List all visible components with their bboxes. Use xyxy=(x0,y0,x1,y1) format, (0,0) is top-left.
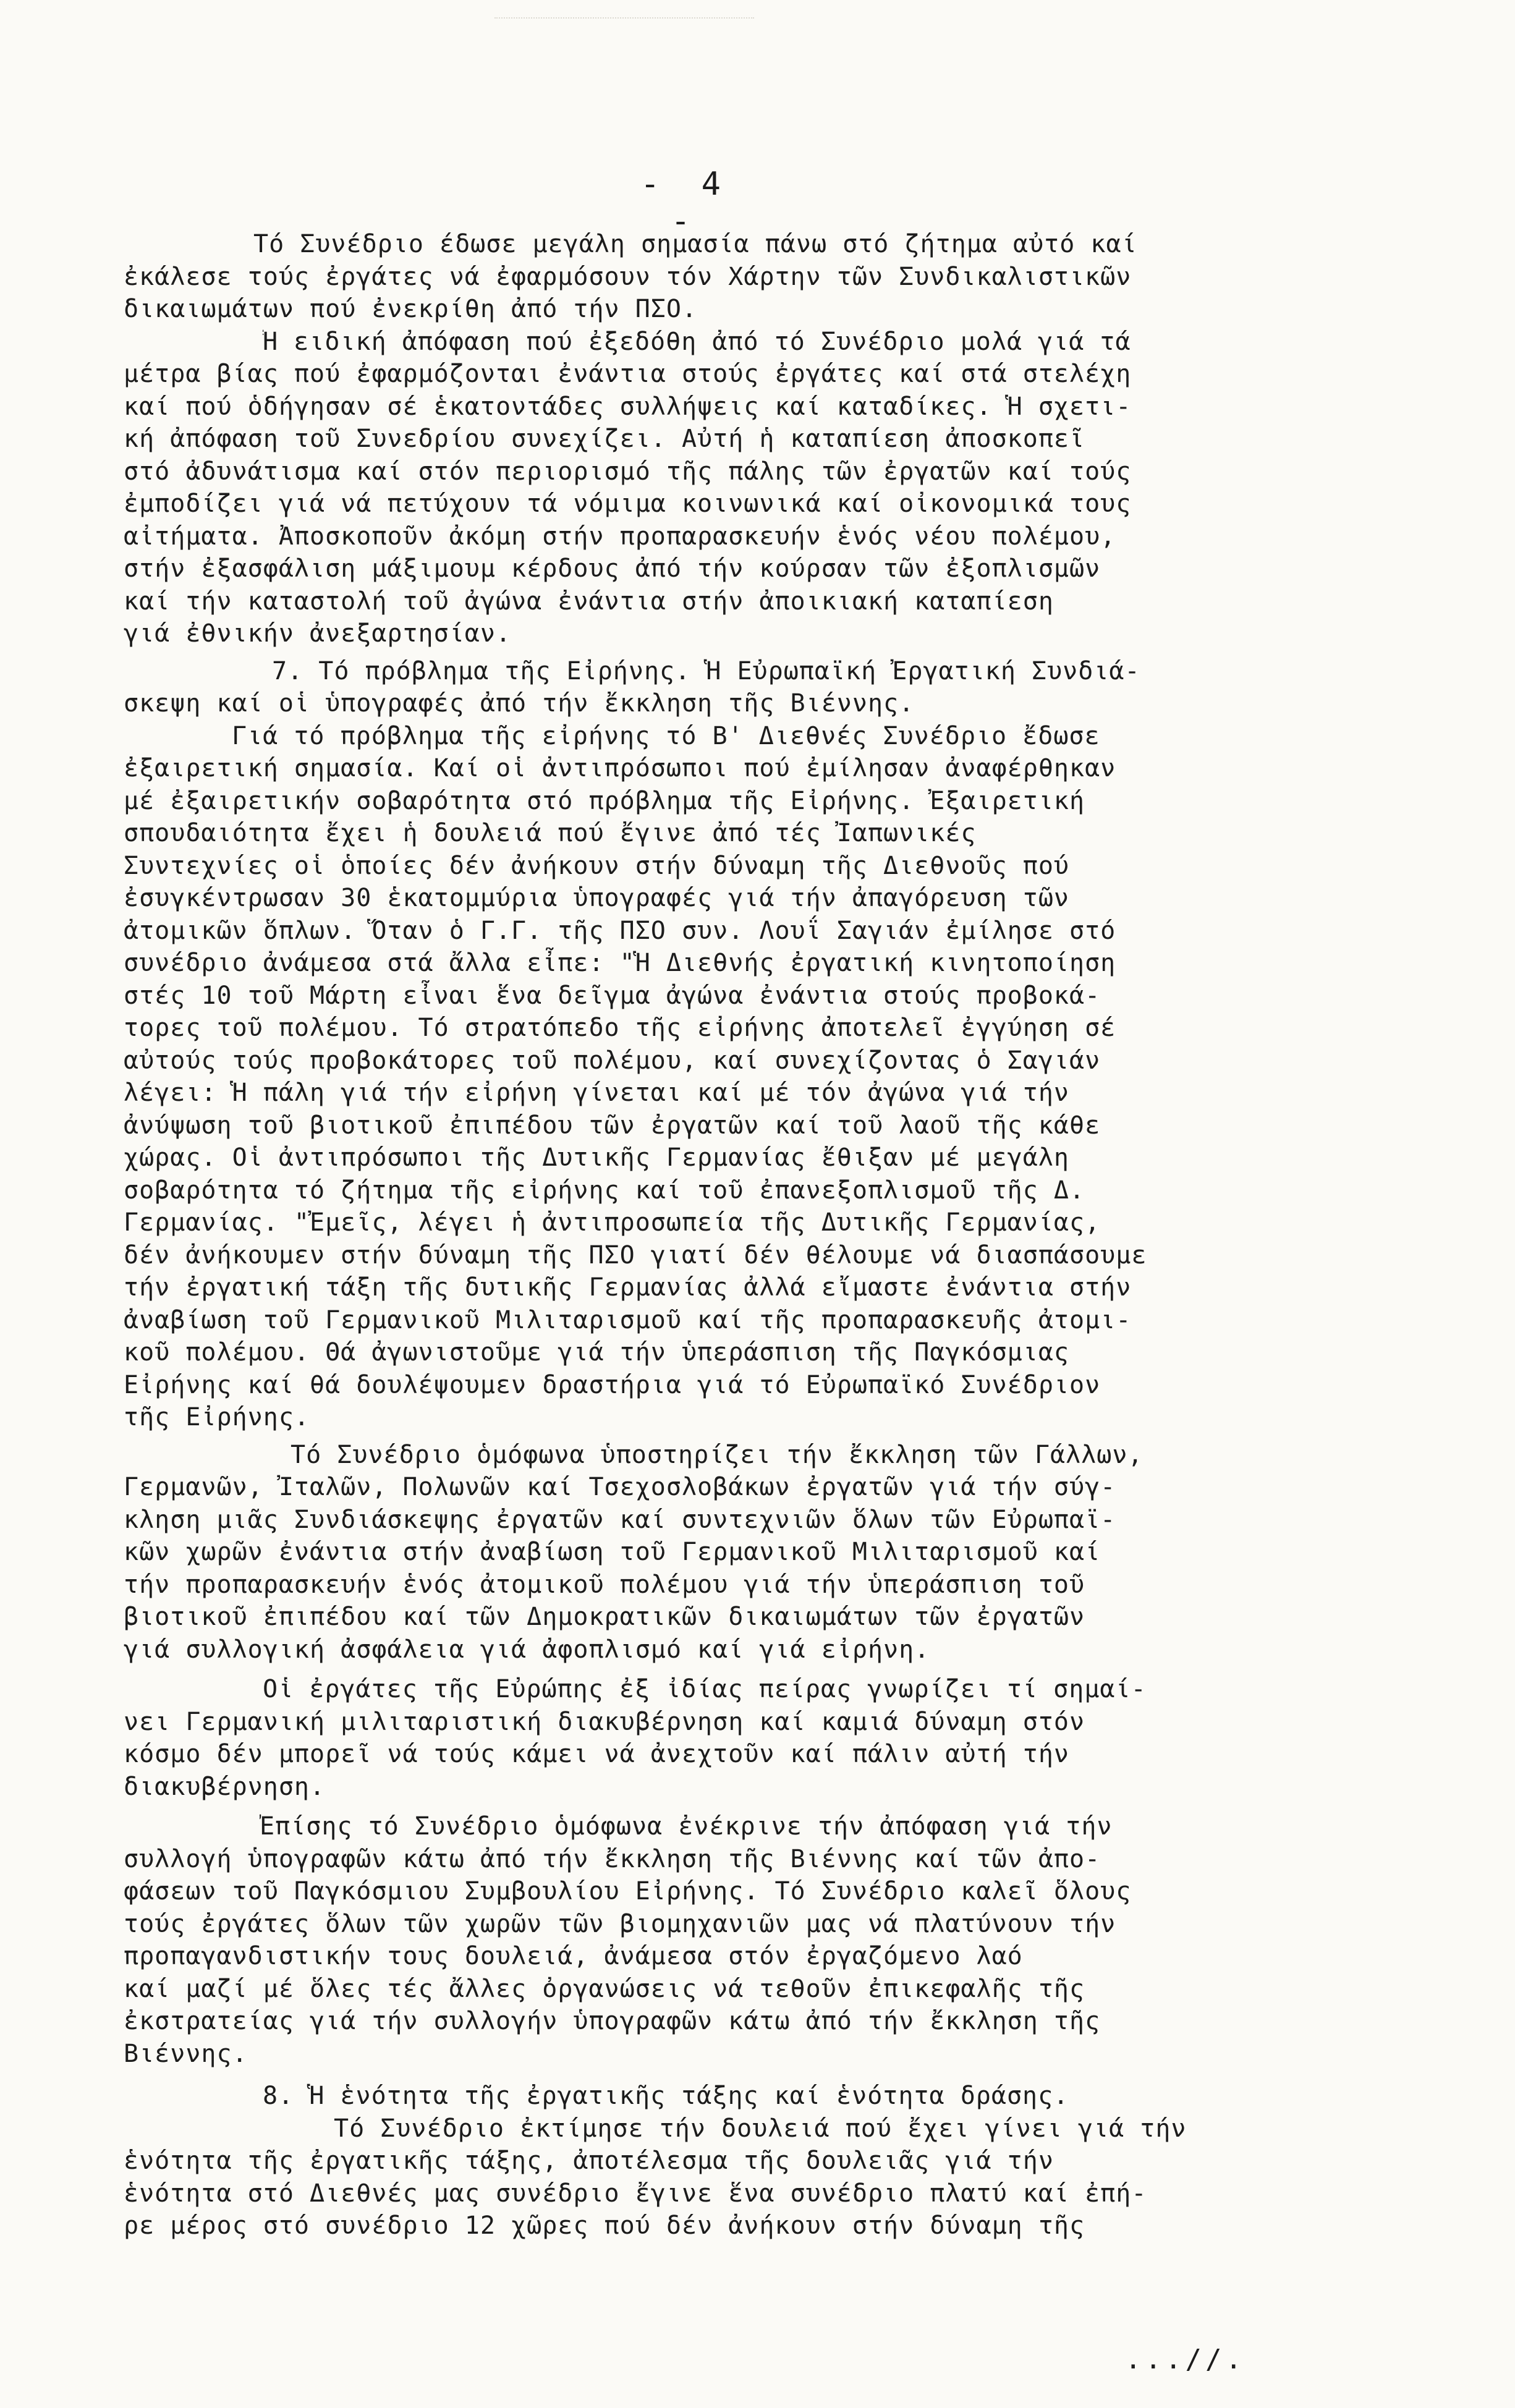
text-line: κληση μιᾶς Συνδιάσκεψης ἐργατῶν καί συντεχνιῶν ὅλων τῶν Εὐρωπαϊ- xyxy=(124,1505,1116,1534)
text-line: τῆς Εἰρήνης. xyxy=(124,1403,310,1431)
text-line: ἐμποδίζει γιά νά πετύχουν τά νόμιμα κοινωνικά καί οἰκονομικά τους xyxy=(124,490,1132,518)
text-line: καί τήν καταστολή τοῦ ἀγώνα ἐνάντια στήν ἀποικιακή καταπίεση xyxy=(124,587,1054,616)
text-line: νει Γερμανική μιλιταριστική διακυβέρνηση καί καμιά δύναμη στόν xyxy=(124,1707,1085,1736)
text-line: στές 10 τοῦ Μάρτη εἶναι ἕνα δεῖγμα ἀγώνα ἐνάντια στούς προβοκά- xyxy=(124,981,1101,1010)
text-line: Συντεχνίες οἱ ὁποίες δέν ἀνήκουν στήν δύναμη τῆς Διεθνοῦς πού xyxy=(124,851,1070,880)
text-line: καί μαζί μέ ὅλες τές ἄλλες ὀργανώσεις νά τεθοῦν ἐπικεφαλῆς τῆς xyxy=(124,1974,1085,2003)
text-line: φάσεων τοῦ Παγκόσμιου Συμβουλίου Εἰρήνης. Τό Συνέδριο καλεῖ ὅλους xyxy=(124,1877,1132,1906)
text-line: χώρας. Οἱ ἀντιπρόσωποι τῆς Δυτικῆς Γερμανίας ἔθιξαν μέ μεγάλη xyxy=(124,1143,1070,1172)
text-line: συλλογή ὑπογραφῶν κάτω ἀπό τήν ἔκκληση τῆς Βιέννης καί τῶν ἀπο- xyxy=(124,1844,1101,1873)
text-line: Γιά τό πρόβλημα τῆς εἰρήνης τό Β' Διεθνές Συνέδριο ἔδωσε xyxy=(232,721,1100,750)
text-line: Οἱ ἐργάτες τῆς Εὐρώπης ἐξ ἰδίας πείρας γνωρίζει τί σημαί- xyxy=(263,1675,1147,1703)
text-line: αὐτούς τούς προβοκάτορες τοῦ πολέμου, καί συνεχίζοντας ὁ Σαγιάν xyxy=(124,1046,1101,1075)
text-line: Βιέννης. xyxy=(124,2039,248,2068)
text-line: δέν ἀνήκουμεν στήν δύναμη τῆς ΠΣΟ γιατί δέν θέλουμε νά διασπάσουμε xyxy=(124,1240,1147,1270)
text-line: λέγει: Ἡ πάλη γιά τήν εἰρήνη γίνεται καί μέ τόν ἀγώνα γιά τήν xyxy=(124,1079,1070,1107)
text-line: κόσμο δέν μπορεῖ νά τούς κάμει νά ἀνεχτοῦν καί πάλιν αὐτή τήν xyxy=(124,1740,1070,1768)
page-number: - 4 - xyxy=(640,166,732,240)
text-line: στό ἀδυνάτισμα καί στόν περιορισμό τῆς πάλης τῶν ἐργατῶν καί τούς xyxy=(124,457,1132,486)
text-line: διακυβέρνηση. xyxy=(124,1772,326,1801)
text-line: σοβαρότητα τό ζήτημα τῆς εἰρήνης καί τοῦ ἐπανεξοπλισμοῦ τῆς Δ. xyxy=(124,1176,1085,1205)
text-line: ἑνότητα τῆς ἐργατικῆς τάξης, ἀποτέλεσμα τῆς δουλειᾶς γιά τήν xyxy=(124,2147,1054,2175)
text-line: τήν προπαρασκευήν ἑνός ἀτομικοῦ πολέμου γιά τήν ὑπεράσπιση τοῦ xyxy=(124,1570,1085,1599)
text-line: γιά συλλογική ἀσφάλεια γιά ἀφοπλισμό καί γιά εἰρήνη. xyxy=(124,1635,930,1664)
text-line: Τό Συνέδριο ἐκτίμησε τήν δουλειά πού ἔχει γίνει γιά τήν xyxy=(334,2114,1187,2143)
text-line: ἀναβίωση τοῦ Γερμανικοῦ Μιλιταρισμοῦ καί τῆς προπαρασκευῆς ἀτομι- xyxy=(124,1305,1132,1334)
text-line: κοῦ πολέμου. Θά ἀγωνιστοῦμε γιά τήν ὑπεράσπιση τῆς Παγκόσμιας xyxy=(124,1338,1070,1367)
text-line: στήν ἐξασφάλιση μάξιμουμ κέρδους ἀπό τήν κούρσαν τῶν ἐξοπλισμῶν xyxy=(124,554,1101,583)
text-line: Τό Συνέδριο έδωσε μεγάλη σημασία πάνω στό ζήτημα αὐτό καί xyxy=(253,230,1137,258)
text-line: ἀνύψωση τοῦ βιοτικοῦ ἐπιπέδου τῶν ἐργατῶν καί τοῦ λαοῦ τῆς κάθε xyxy=(124,1111,1101,1140)
text-line: τούς ἐργάτες ὅλων τῶν χωρῶν τῶν βιομηχανιῶν μας νά πλατύνουν τήν xyxy=(124,1909,1116,1938)
text-line: προπαγανδιστικήν τους δουλειά, ἀνάμεσα στόν ἐργαζόμενο λαό xyxy=(124,1942,1023,1970)
text-line: Τό Συνέδριο ὁμόφωνα ὑποστηρίζει τήν ἔκκληση τῶν Γάλλων, xyxy=(291,1440,1144,1469)
text-line: τορες τοῦ πολέμου. Τό στρατόπεδο τῆς εἰρήνης ἀποτελεῖ ἐγγύηση σέ xyxy=(124,1014,1116,1042)
continuation-mark: ...//. xyxy=(1125,2344,1246,2375)
text-line: γιά ἐθνικήν ἀνεξαρτησίαν. xyxy=(124,619,512,648)
text-line: συνέδριο ἀνάμεσα στά ἄλλα εἶπε: "Ἡ Διεθνής ἐργατική κινητοποίηση xyxy=(124,949,1116,977)
text-line: ἐκστρατείας γιά τήν συλλογήν ὑπογραφῶν κάτω ἀπό τήν ἔκκληση τῆς xyxy=(124,2007,1101,2035)
text-line: ἑνότητα στό Διεθνές μας συνέδριο ἔγινε ἕνα συνέδριο πλατύ καί ἐπή- xyxy=(124,2179,1147,2208)
text-line: Ἐπίσης τό Συνέδριο ὁμόφωνα ἐνέκρινε τήν ἀπόφαση γιά τήν xyxy=(260,1812,1113,1841)
text-line: τήν ἐργατική τάξη τῆς δυτικῆς Γερμανίας ἀλλά εἴμαστε ἐνάντια στήν xyxy=(124,1273,1132,1302)
text-line: αἰτήματα. Ἀποσκοποῦν ἀκόμη στήν προπαρασκευήν ἑνός νέου πολέμου, xyxy=(124,522,1116,551)
text-line: δικαιωμάτων πού ἐνεκρίθη ἀπό τήν ΠΣΟ. xyxy=(124,295,698,323)
text-line: κή ἀπόφαση τοῦ Συνεδρίου συνεχίζει. Αὐτή ἡ καταπίεση ἀποσκοπεῖ xyxy=(124,425,1085,453)
text-line: καί πού ὁδήγησαν σέ ἑκατοντάδες συλλήψεις καί καταδίκες. Ἡ σχετι- xyxy=(124,392,1132,421)
text-line: σκεψη καί οἱ ὑπογραφές ἀπό τήν ἔκκληση τῆς Βιέννης. xyxy=(124,689,915,718)
text-line: κῶν χωρῶν ἐνάντια στήν ἀναβίωση τοῦ Γερμανικοῦ Μιλιταρισμοῦ καί xyxy=(124,1538,1101,1566)
text-line: ἐκάλεσε τούς ἐργάτες νά ἐφαρμόσουν τόν Χάρτην τῶν Συνδικαλιστικῶν xyxy=(124,262,1132,291)
text-line: βιοτικοῦ ἐπιπέδου καί τῶν Δημοκρατικῶν δικαιωμάτων τῶν ἐργατῶν xyxy=(124,1603,1085,1631)
text-line: ἐξαιρετική σημασία. Καί οἱ ἀντιπρόσωποι πού ἐμίλησαν ἀναφέρθηκαν xyxy=(124,754,1116,782)
text-line: σπουδαιότητα ἔχει ἡ δουλειά πού ἔγινε ἀπό τές Ἰαπωνικές xyxy=(124,819,977,847)
text-line: Εἰρήνης καί θά δουλέψουμεν δραστήρια γιά τό Εὐρωπαϊκό Συνέδριον xyxy=(124,1370,1101,1399)
scan-artifact xyxy=(494,0,754,19)
text-line: Γερμανίας. "Ἐμεῖς, λέγει ἡ ἀντιπροσωπεία τῆς Δυτικῆς Γερμανίας, xyxy=(124,1208,1101,1237)
text-line: ἀτομικῶν ὅπλων. Ὅταν ὁ Γ.Γ. τῆς ΠΣΟ συν. Λουΐ Σαγιάν ἐμίλησε στό xyxy=(124,916,1116,945)
text-line: ἐσυγκέντρωσαν 30 ἑκατομμύρια ὑπογραφές γιά τήν ἀπαγόρευση τῶν xyxy=(124,884,1070,912)
text-line: Ἡ ειδική ἀπόφαση πού ἐξεδόθη ἀπό τό Συνέδριο μολά γιά τά xyxy=(263,327,1131,356)
text-line: 7. Τό πρόβλημα τῆς Εἰρήνης. Ἡ Εὐρωπαϊκή Ἐργατική Συνδιά- xyxy=(272,656,1140,685)
text-line: μέ ἐξαιρετικήν σοβαρότητα στό πρόβλημα τῆς Εἰρήνης. Ἐξαιρετική xyxy=(124,786,1085,815)
text-line: ρε μέρος στό συνέδριο 12 χῶρες πού δέν ἀνήκουν στήν δύναμη τῆς xyxy=(124,2211,1085,2240)
text-line: μέτρα βίας πού ἐφαρμόζονται ἐνάντια στούς ἐργάτες καί στά στελέχη xyxy=(124,360,1132,388)
text-line: Γερμανῶν, Ἰταλῶν, Πολωνῶν καί Τσεχοσλοβάκων ἐργατῶν γιά τήν σύγ- xyxy=(124,1473,1116,1501)
text-line: 8. Ἡ ἑνότητα τῆς ἐργατικῆς τάξης καί ἑνότητα δράσης. xyxy=(263,2082,1069,2110)
